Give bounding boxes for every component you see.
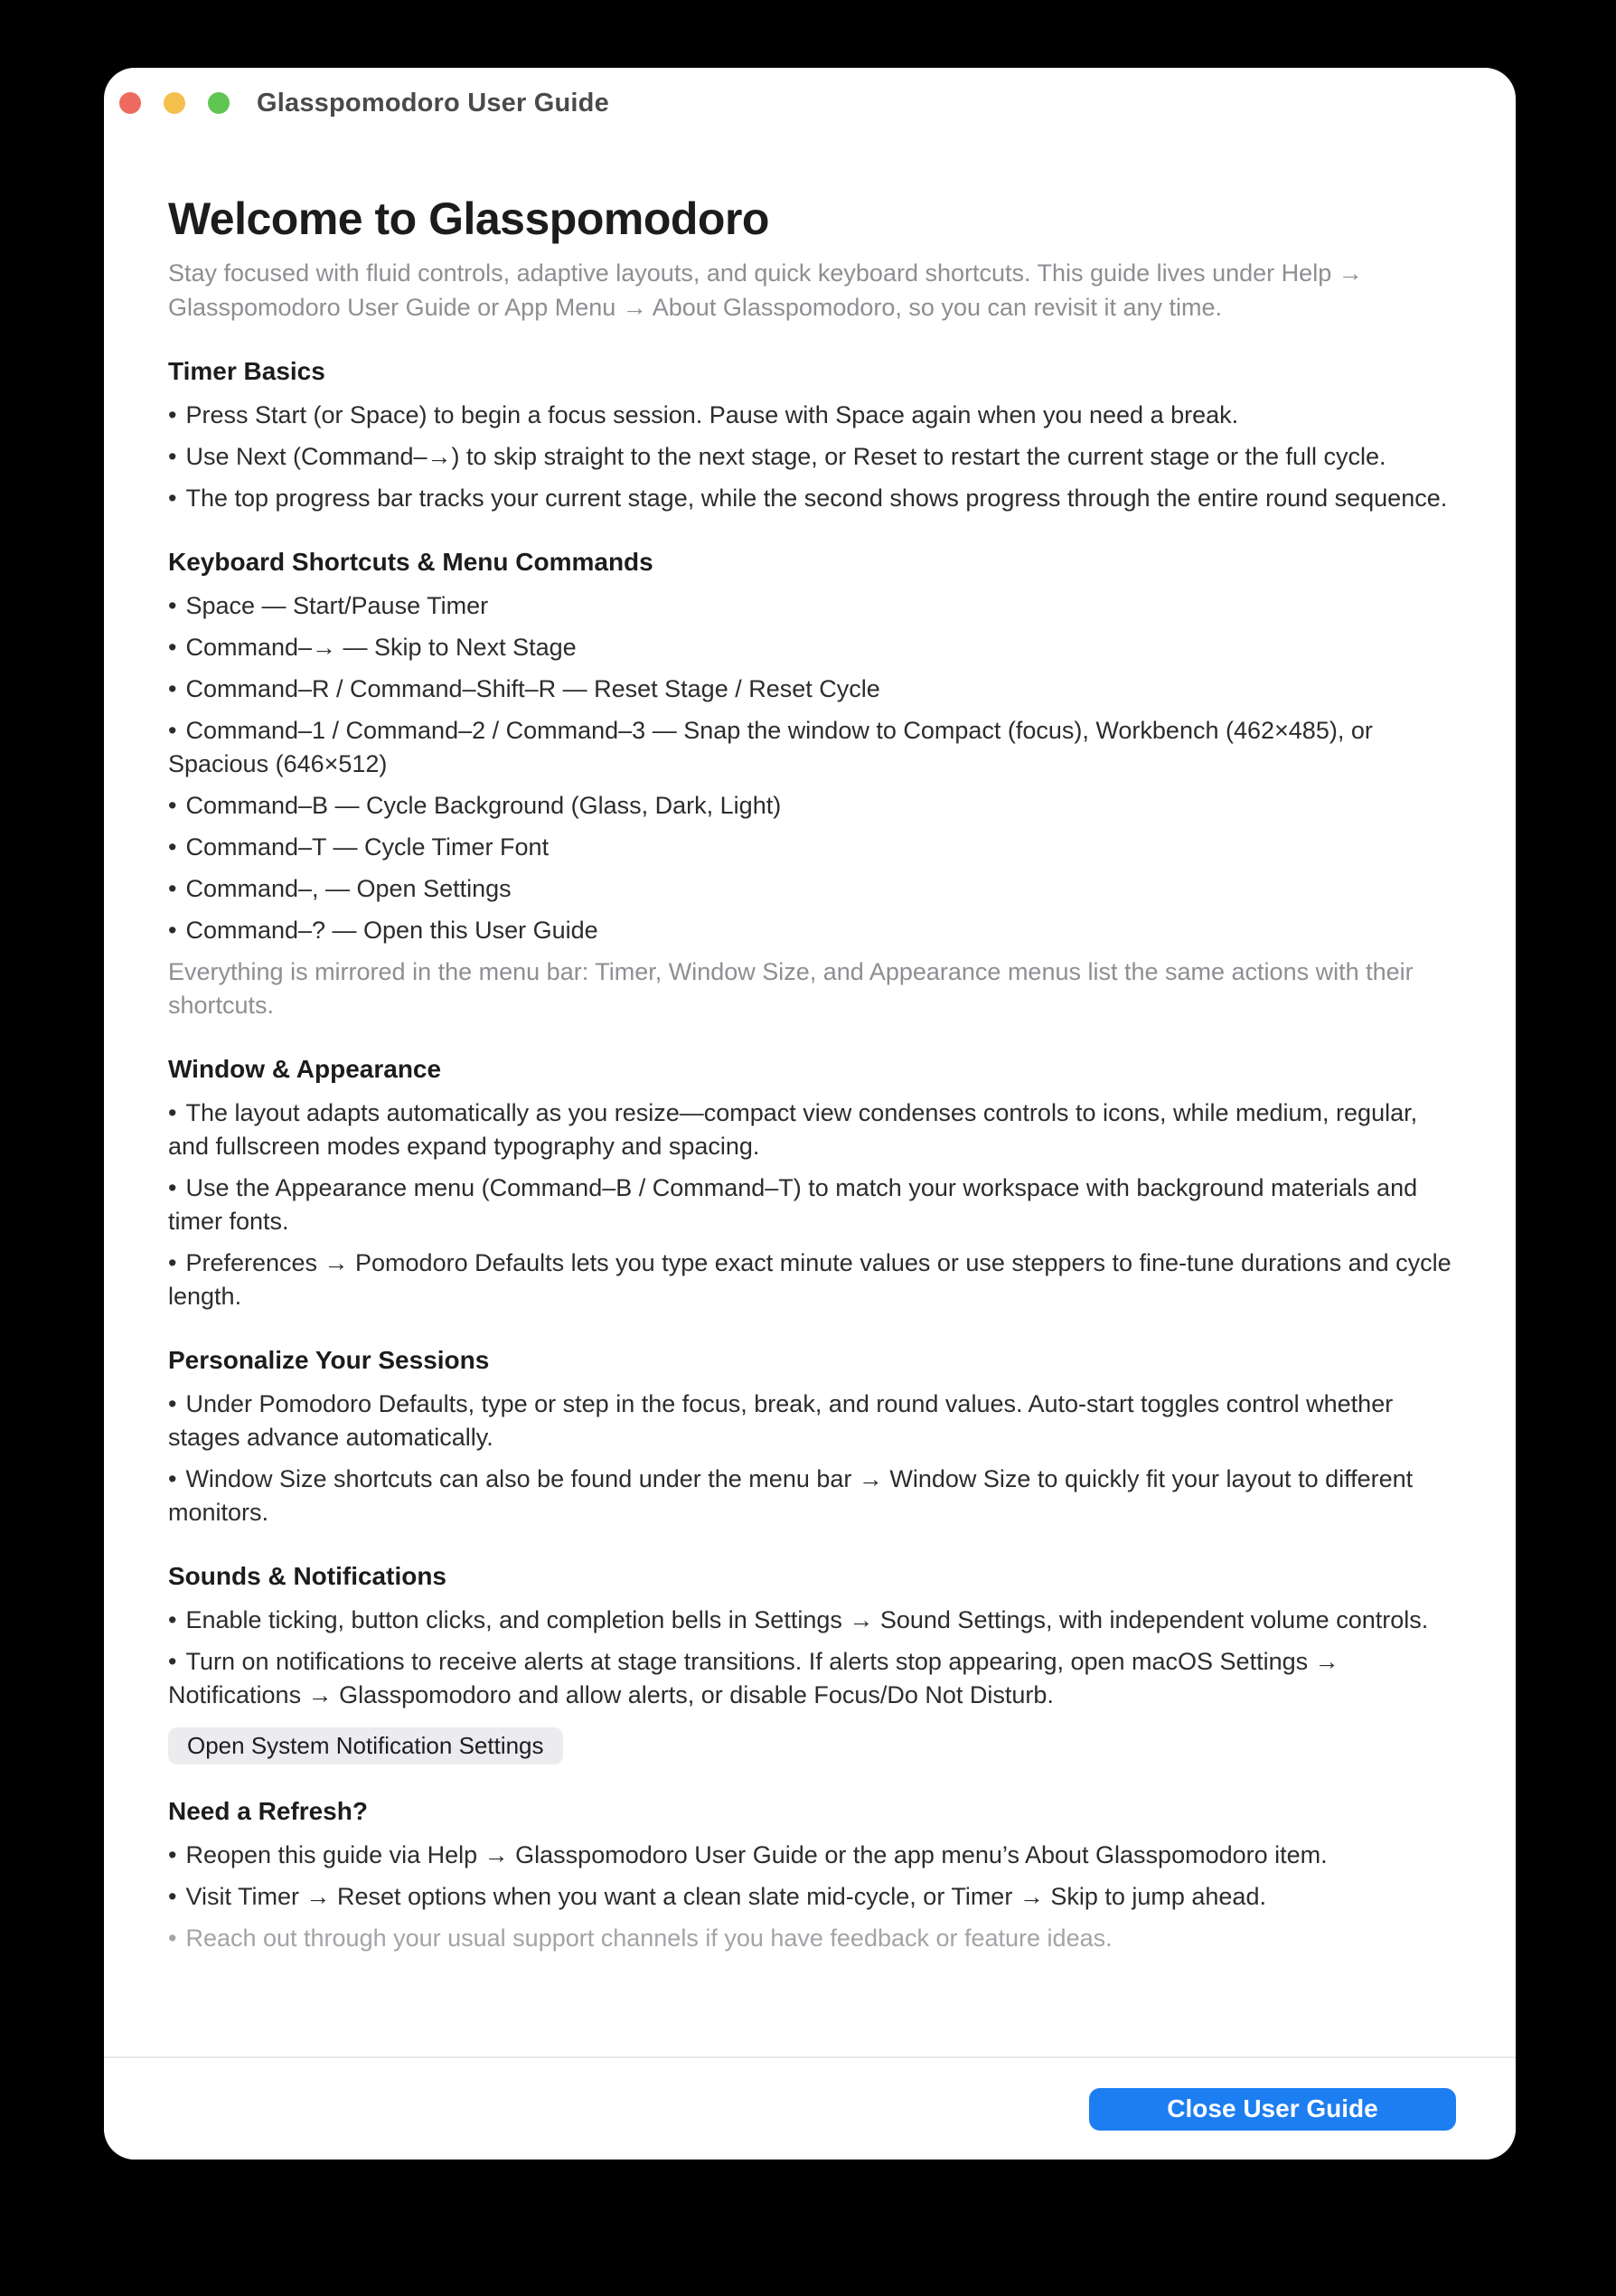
zoom-window-button[interactable]	[208, 92, 230, 114]
bullet-item: • Turn on notifications to receive alerts at stage transitions. If alerts stop appearing, open macOS Settings → Notifications → Glasspomodoro and allow alerts, or disable Focus/Do Not Disturb.	[168, 1645, 1455, 1712]
bullet-item: • Reopen this guide via Help → Glasspomodoro User Guide or the app menu’s About Glasspomodoro item.	[168, 1839, 1455, 1872]
bullet-list	[168, 1388, 1455, 1529]
bullet-item: • Enable ticking, button clicks, and completion bells in Settings → Sound Settings, with independent volume controls.	[168, 1604, 1455, 1637]
titlebar	[104, 68, 1516, 138]
section-timer-basics	[168, 355, 1455, 515]
bullet-item: • Visit Timer → Reset options when you want a clean slate mid-cycle, or Timer → Skip to jump ahead.	[168, 1880, 1455, 1914]
bullet-item: • Command–T — Cycle Timer Font	[168, 831, 1455, 864]
section-title: Sounds & Notifications	[168, 1562, 446, 1590]
intro-text: Stay focused with fluid controls, adaptive layouts, and quick keyboard shortcuts. This guide lives under Help → Glasspomodoro User Guide or App Menu → About Glasspomodoro, so you can revisit it any time.	[168, 259, 1363, 321]
section-title: Need a Refresh?	[168, 1797, 368, 1825]
section-title: Timer Basics	[168, 357, 325, 385]
guide-content	[104, 138, 1516, 2056]
section-keyboard-shortcuts	[168, 546, 1455, 1022]
bullet-item: • Command–1 / Command–2 / Command–3 — Snap the window to Compact (focus), Workbench (462×485), or Spacious (646×512)	[168, 714, 1455, 781]
footer-bar	[104, 2056, 1516, 2160]
bullet-list	[168, 1096, 1455, 1313]
bullet-item: • Use the Appearance menu (Command–B / Command–T) to match your workspace with background materials and timer fonts.	[168, 1172, 1455, 1238]
bullet-item: • Use Next (Command–→) to skip straight to the next stage, or Reset to restart the current stage or the full cycle.	[168, 440, 1455, 474]
bullet-list	[168, 589, 1455, 947]
section-title: Keyboard Shortcuts & Menu Commands	[168, 548, 653, 576]
bullet-item: • Command–B — Cycle Background (Glass, Dark, Light)	[168, 789, 1455, 823]
bullet-item: • Command–R / Command–Shift–R — Reset Stage / Reset Cycle	[168, 673, 1455, 706]
close-window-button[interactable]	[119, 92, 141, 114]
open-system-notification-settings-button[interactable]: Open System Notification Settings	[168, 1727, 563, 1764]
page-title: Welcome to Glasspomodoro	[168, 193, 769, 244]
section-personalize-sessions	[168, 1344, 1455, 1529]
bullet-list	[168, 1839, 1455, 1955]
menu-mirror-note: Everything is mirrored in the menu bar: Timer, Window Size, and Appearance menus list the same actions with their shortcuts.	[168, 958, 1414, 1019]
bullet-item: • The top progress bar tracks your current stage, while the second shows progress through the entire round sequence.	[168, 482, 1455, 515]
section-title: Personalize Your Sessions	[168, 1346, 490, 1374]
bullet-item: • Command–, — Open Settings	[168, 872, 1455, 906]
bullet-item: • Preferences → Pomodoro Defaults lets you type exact minute values or use steppers to fine-tune durations and cycle length.	[168, 1247, 1455, 1313]
close-user-guide-button[interactable]: Close User Guide	[1089, 2088, 1456, 2131]
bullet-item: • Command–? — Open this User Guide	[168, 914, 1455, 947]
user-guide-window	[104, 68, 1516, 2160]
bullet-item: • The layout adapts automatically as you resize—compact view condenses controls to icons, while medium, regular, and fullscreen modes expand typography and spacing.	[168, 1096, 1455, 1163]
bullet-item: • Command–→ — Skip to Next Stage	[168, 631, 1455, 664]
traffic-lights	[119, 92, 230, 114]
bullet-list	[168, 1604, 1455, 1712]
window-title: Glasspomodoro User Guide	[257, 88, 609, 118]
minimize-window-button[interactable]	[164, 92, 185, 114]
section-need-a-refresh	[168, 1795, 1455, 1955]
bullet-item: • Window Size shortcuts can also be found under the menu bar → Window Size to quickly fit your layout to different monitors.	[168, 1463, 1455, 1529]
bullet-item: • Under Pomodoro Defaults, type or step in the focus, break, and round values. Auto-start toggles control whether stages advance automatically.	[168, 1388, 1455, 1454]
section-sounds-notifications	[168, 1560, 1455, 1764]
section-title: Window & Appearance	[168, 1055, 442, 1083]
bullet-list	[168, 399, 1455, 515]
bullet-item: • Space — Start/Pause Timer	[168, 589, 1455, 623]
bullet-item: • Press Start (or Space) to begin a focus session. Pause with Space again when you need a break.	[168, 399, 1455, 432]
bullet-item-muted: • Reach out through your usual support channels if you have feedback or feature ideas.	[168, 1922, 1455, 1955]
section-window-appearance	[168, 1053, 1455, 1313]
